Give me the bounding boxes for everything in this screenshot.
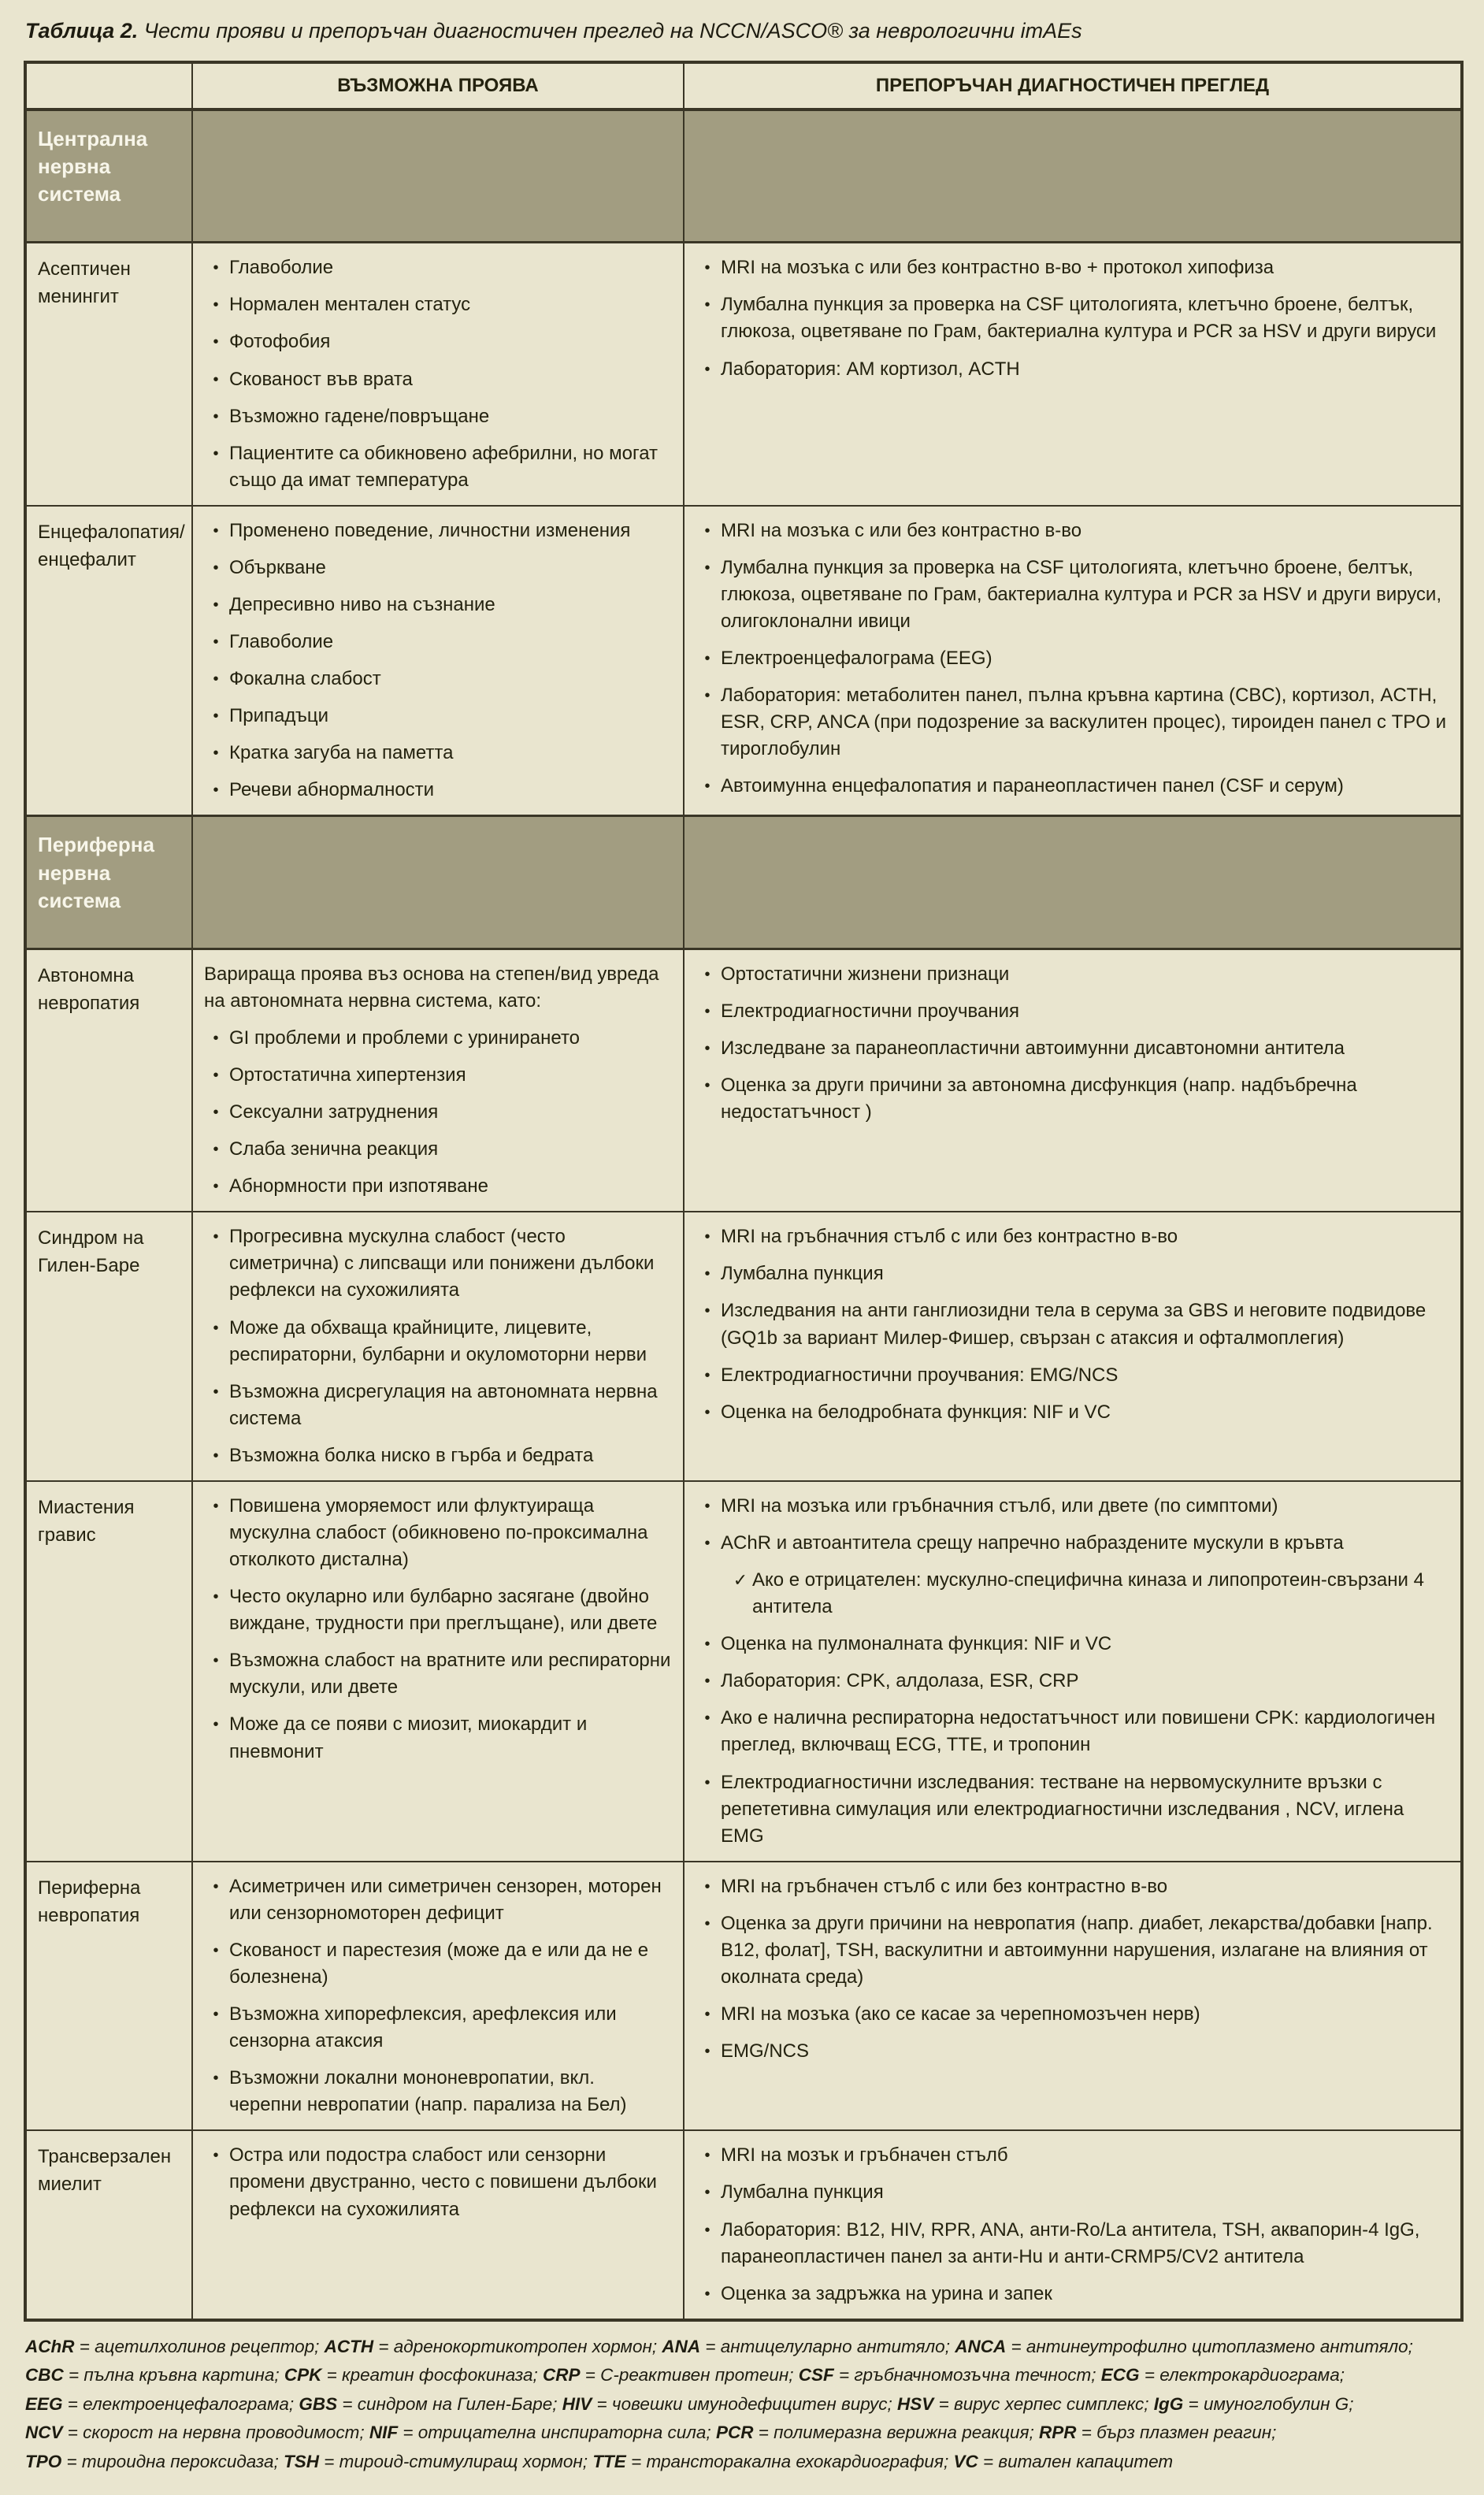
dot-bullet-icon: • [213,1941,219,1959]
footnote-abbr: NCV [25,2423,63,2443]
footnote-abbr: HIV [562,2393,592,2414]
manifestation-item [202,1873,672,1927]
workup-item-text: Изследвания на анти ганглиозидни тела в серума за GBS и неговите подвидове (GQ1b за вариант Милер-Фишер, свързан с атаксия и офталмоплегия) [721,1300,1426,1349]
manifestation-item-text: Ортостатична хипертензия [229,1064,466,1086]
manifestation-item [202,1647,672,1701]
dot-bullet-icon: • [213,370,219,388]
dot-bullet-icon: • [213,744,219,763]
manifestation-item-text: Сексуални затруднения [229,1101,439,1123]
workup-item-text: Лумбална пункция [721,1263,884,1285]
manifestation-item-text: Фокална слабост [229,668,381,690]
manifestation-item [202,1379,672,1432]
workup-item-text: MRI на мозъка или гръбначния стълб, или двете (по симптоми) [721,1494,1278,1517]
workup-list [694,518,1449,800]
dot-bullet-icon: • [213,522,219,540]
workup-item-text: MRI на гръбначния стълб с или без контрастно в-во [721,1226,1178,1248]
dot-bullet-icon: • [704,2221,710,2239]
dot-bullet-icon: • [213,1319,219,1337]
table-title-text: Чести прояви и препоръчан диагностичен преглед на NCCN/ASCO® за неврологични imAEs [143,19,1082,43]
footnote-line: EEG = електроенцефалограма; GBS = синдром на Гилен-Баре; HIV = човешки имунодефицитен вирус; HSV = вирус херпес симплекс; IgG = имуноглобулин G; [25,2393,1354,2414]
workup-item [694,2038,1449,2065]
workup-item-text: Ортостатични жизнени признаци [721,963,1010,985]
workup-item [694,291,1449,345]
section-row [25,816,1462,949]
footnote-abbr: HSV [897,2393,934,2414]
dot-bullet-icon: • [213,1178,219,1196]
column-header-workup: ПРЕПОРЪЧАН ДИАГНОСТИЧЕН ПРЕГЛЕД [684,62,1462,110]
dot-bullet-icon: • [213,1104,219,1122]
workup-item-text: MRI на мозък и гръбначен стълб [721,2144,1008,2166]
dot-bullet-icon: • [704,687,710,705]
manifestation-item-text: Абнормности при изпотяване [229,1175,488,1197]
workup-item [694,1298,1449,1351]
manifestation-item-text: Скованост във врата [229,368,413,390]
manifestation-item-text: Скованост и парестезия (може да е или да не е болезнена) [229,1939,649,1988]
dot-bullet-icon: • [704,296,710,314]
dot-bullet-icon: • [704,1366,710,1384]
workup-cell [684,1862,1462,2131]
manifestation-item [202,1937,672,1991]
dot-bullet-icon: • [704,1302,710,1320]
dot-bullet-icon: • [213,444,219,462]
footnote-abbr: TSH [284,2451,320,2471]
workup-item [694,682,1449,763]
manifestation-item-text: Пациентите са обикновено афебрилни, но могат също да имат температура [229,442,659,491]
dot-bullet-icon: • [213,1716,219,1734]
workup-item [694,2179,1449,2206]
workup-item-text: Автоимунна енцефалопатия и паранеопластичен панел (CSF и серум) [721,775,1344,797]
workup-item [694,518,1449,544]
footnote-abbr: CRP [543,2365,581,2385]
workup-item-text: MRI на мозъка (ако се касае за черепномозъчен нерв) [721,2003,1200,2025]
manifestation-item [202,1493,672,1573]
section-filler-cell [684,110,1462,243]
condition-row [25,1862,1462,2131]
dot-bullet-icon: • [213,559,219,577]
workup-item [694,998,1449,1025]
workup-list [694,1493,1449,1850]
footnote-abbr: GBS [299,2393,338,2414]
manifestation-item-text: Възможна болка ниско в гърба и бедрата [229,1444,594,1466]
manifestation-item [202,2065,672,2118]
footnote-line: CBC = пълна кръвна картина; CPK = креатин фосфокиназа; CRP = C-реактивен протеин; CSF = гръбначномозъчна течност; ECG = електрокардиограма; [25,2365,1345,2385]
manifestation-item-text: Главоболие [229,631,334,653]
manifestation-item-text: Слаба зенична реакция [229,1138,439,1160]
dot-bullet-icon: • [213,670,219,689]
manifestation-item-text: Припадъци [229,705,328,727]
section-filler-cell [192,110,684,243]
workup-item [694,254,1449,281]
dot-bullet-icon: • [213,1029,219,1047]
workup-item [694,1493,1449,1520]
manifestation-cell [192,506,684,816]
manifestation-item-text: Нормален ментален статус [229,294,471,316]
manifestation-item-text: Променено поведение, личностни изменения [229,519,631,541]
manifestation-item [202,703,672,730]
workup-item-text: Лаборатория: AM кортизол, ACTH [721,358,1020,380]
dot-bullet-icon: • [704,1914,710,1933]
manifestation-item [202,291,672,318]
dot-bullet-icon: • [704,1673,710,1691]
table-title-label: Таблица 2. [25,19,139,43]
manifestation-item-text: Възможна дисрегулация на автономната нервна система [229,1380,658,1429]
footnote-abbr: PCR [715,2423,754,2443]
workup-item-text: Електродиагностични проучвания: EMG/NCS [721,1364,1119,1386]
manifestation-item [202,666,672,692]
workup-item-text: Лаборатория: CPK, алдолаза, ESR, CRP [721,1670,1079,1692]
table-body [25,110,1462,2320]
workup-item [694,1910,1449,1991]
manifestation-item-text: Възможни локални мононевропатии, вкл. черепни невропатии (напр. парализа на Бел) [229,2067,627,2116]
workup-item-text: Лумбална пункция за проверка на CSF цитологията, клетъчно броене, белтък, глюкоза, оцветяване по Грам, бактериална култура и PCR за HSV и други вируси, олигоклонални ивици [721,556,1441,633]
header-row [25,62,1462,110]
footnote-abbr: RPR [1039,2423,1077,2443]
workup-item [694,773,1449,800]
section-name: Централна нервна система [25,110,192,243]
workup-item [694,2217,1449,2270]
workup-cell [684,243,1462,506]
workup-item-text: Оценка за задръжка на урина и запек [721,2282,1052,2304]
manifestation-list [202,254,672,494]
manifestation-cell [192,1862,684,2131]
workup-cell [684,1481,1462,1862]
dot-bullet-icon: • [213,1228,219,1246]
footnote-abbr: EEG [25,2393,63,2414]
workup-item-text: MRI на мозъка с или без контрастно в-во + протокол хипофиза [721,257,1274,279]
condition-name: Миастения гравис [25,1481,192,1862]
manifestation-item [202,440,672,494]
condition-name: Периферна невропатия [25,1862,192,2131]
condition-name: Синдром на Гилен-Баре [25,1212,192,1481]
footnote-abbr: ACTH [324,2336,374,2356]
manifestation-item-text: Възможна слабост на вратните или респираторни мускули, или двете [229,1650,671,1699]
manifestation-item [202,2001,672,2055]
dot-bullet-icon: • [704,1002,710,1020]
imae-table [24,61,1464,2322]
workup-item-text: Електроенцефалограма (EEG) [721,648,992,670]
dot-bullet-icon: • [704,1497,710,1515]
condition-name: Енцефалопатия/ енцефалит [25,506,192,816]
condition-name: Автономна невропатия [25,949,192,1212]
workup-item-text: Лаборатория: метаболитен панел, пълна кръвна картина (CBC), кортизол, ACTH, ESR, CRP, ANCA (при подозрение за васкулитен процес), тироиден панел с TPO и тироглобулин [721,685,1446,760]
manifestation-list [202,961,672,1201]
manifestation-item-text: Речеви абнормалности [229,779,435,801]
workup-item-text: Електродиагностични изследвания: тестване на нервомускулните връзки с репететивна симулация или електродиагностични изследвания , NCV, иглена EMG [721,1771,1404,1847]
workup-item [694,2281,1449,2308]
dot-bullet-icon: • [704,2184,710,2202]
manifestation-item [202,1136,672,1163]
workup-item-text: MRI на мозъка с или без контрастно в-во [721,519,1082,541]
workup-item [694,1072,1449,1126]
workup-item-text: AChR и автоантитела срещу напречно набраздените мускули в кръвта [721,1532,1344,1554]
manifestation-item [202,1173,672,1200]
workup-item [694,1530,1449,1557]
workup-item [694,2142,1449,2169]
dot-bullet-icon: • [704,2147,710,2165]
workup-item [694,961,1449,988]
condition-row [25,1481,1462,1862]
dot-bullet-icon: • [213,596,219,614]
dot-bullet-icon: • [704,2285,710,2303]
manifestation-list [202,2142,672,2222]
workup-cell [684,949,1462,1212]
workup-item-text: Лаборатория: B12, HIV, RPR, ANA, анти-Ro/La антитела, TSH, аквапорин-4 IgG, паранеопластичен панел за анти-Hu и анти-CRMP5/CV2 антитела [721,2218,1420,2267]
dot-bullet-icon: • [704,1039,710,1057]
workup-item [694,1769,1449,1850]
dot-bullet-icon: • [704,1228,710,1246]
manifestation-item [202,629,672,655]
workup-item [694,356,1449,383]
footnotes [25,2333,1459,2476]
manifestation-item-text: Депресивно ниво на съзнание [229,593,495,615]
condition-row [25,2130,1462,2319]
manifestation-list [202,1223,672,1469]
table-title [25,19,1460,43]
dot-bullet-icon: • [213,1588,219,1606]
manifestation-item-text: Може да обхваща крайниците, лицевите, респираторни, булбарни и окуломоторни нерви [229,1316,647,1365]
manifestation-item [202,1584,672,1637]
manifestation-item [202,592,672,618]
workup-item-text: Електродиагностични проучвания [721,1000,1020,1022]
manifestation-item-text: Може да се появи с миозит, миокардит и пневмонит [229,1713,588,1762]
manifestation-item-text: Асиметричен или симетричен сензорен, моторен или сензорномоторен дефицит [229,1875,662,1924]
manifestation-item-text: Остра или подостра слабост или сензорни промени двустранно, често с повишени дълбоки рефлекси на сухожилията [229,2144,657,2220]
dot-bullet-icon: • [704,1710,710,1728]
dot-bullet-icon: • [704,360,710,378]
footnote-line: TPO = тироидна пероксидаза; TSH = тироид-стимулиращ хормон; TTE = трансторакална ехокардиография; VC = витален капацитет [25,2451,1174,2471]
workup-item [694,1399,1449,1426]
footnote-abbr: TPO [25,2451,62,2471]
manifestation-item [202,555,672,581]
manifestation-list [202,1493,672,1765]
footnote-line: NCV = скорост на нервна проводимост; NIF = отрицателна инспираторна сила; PCR = полимеразна верижна реакция; RPR = бърз плазмен реагин; [25,2423,1277,2443]
footnote-abbr: ANCA [955,2336,1007,2356]
footnote-abbr: CSF [798,2365,834,2385]
manifestation-item-text: Кратка загуба на паметта [229,742,454,764]
manifestation-item [202,1223,672,1304]
footnote-abbr: VC [953,2451,978,2471]
dot-bullet-icon: • [213,633,219,652]
workup-item-text: Оценка за други причини за автономна дисфункция (напр. надбъбречна недостатъчност ) [721,1074,1357,1123]
section-filler-cell [192,816,684,949]
manifestation-item-text: GI проблеми и проблеми с уринирането [229,1027,581,1049]
dot-bullet-icon: • [704,1534,710,1552]
condition-row [25,506,1462,816]
dot-bullet-icon: • [704,1635,710,1654]
workup-item-text: Оценка на белодробната функция: NIF и VC [721,1401,1111,1423]
workup-list [694,2142,1449,2307]
manifestation-item-text: Варираща проява въз основа на степен/вид увреда на автономната нервна система, като: [204,963,659,1012]
workup-list [694,1873,1449,2065]
workup-item [694,1260,1449,1287]
footnote-abbr: TTE [592,2451,626,2471]
workup-item-text: Оценка на пулмоналната функция: NIF и VC [721,1633,1112,1655]
workup-item [694,1873,1449,1900]
footnote-abbr: AChR [25,2336,75,2356]
manifestation-item [202,1315,672,1368]
manifestation-item [202,740,672,767]
dot-bullet-icon: • [213,1141,219,1159]
section-filler-cell [684,816,1462,949]
manifestation-item [202,1025,672,1052]
condition-name: Трансверзален миелит [25,2130,192,2319]
workup-item-text: Ако е налична респираторна недостатъчност или повишени CPK: кардиологичен преглед, включващ ECG, TTE, и тропонин [721,1707,1436,1756]
condition-row [25,949,1462,1212]
footnote-abbr: ANA [662,2336,701,2356]
manifestation-item-text: Повишена уморяемост или флуктуираща мускулна слабост (обикновено по-проксимална отколкото дистална) [229,1494,648,1571]
dot-bullet-icon: • [704,650,710,668]
manifestation-item [202,1062,672,1089]
dot-bullet-icon: • [213,2006,219,2024]
dot-bullet-icon: • [213,2070,219,2088]
manifestation-item [202,254,672,281]
manifestation-cell [192,243,684,506]
manifestation-item [202,518,672,544]
workup-item [694,1668,1449,1695]
manifestation-list [202,518,672,804]
workup-cell [684,506,1462,816]
section-name: Периферна нервна система [25,816,192,949]
manifestation-item [202,1099,672,1126]
condition-row [25,1212,1462,1481]
manifestation-item [202,961,672,1015]
workup-item [694,1631,1449,1658]
dot-bullet-icon: • [213,707,219,726]
workup-item [694,1362,1449,1389]
column-header-manifestation: ВЪЗМОЖНА ПРОЯВА [192,62,684,110]
workup-list [694,1223,1449,1425]
dot-bullet-icon: • [704,1877,710,1895]
dot-bullet-icon: • [213,2147,219,2165]
footnote-abbr: NIF [369,2423,399,2443]
workup-item-text: EMG/NCS [721,2040,810,2062]
dot-bullet-icon: • [213,407,219,425]
manifestation-item-text: Възможна хипорефлексия, арефлексия или сензорна атаксия [229,2003,617,2052]
workup-item-text: Лумбална пункция [721,2181,884,2204]
manifestation-item-text: Фотофобия [229,331,331,353]
dot-bullet-icon: • [704,522,710,540]
workup-item [694,2001,1449,2028]
dot-bullet-icon: • [704,1773,710,1791]
dot-bullet-icon: • [704,259,710,277]
dot-bullet-icon: • [213,259,219,277]
manifestation-cell [192,1481,684,1862]
footnote-abbr: CPK [284,2365,322,2385]
manifestation-item [202,403,672,430]
manifestation-item [202,329,672,355]
workup-item [694,1035,1449,1062]
dot-bullet-icon: • [213,333,219,351]
manifestation-cell [192,949,684,1212]
workup-item-text: Изследване за паранеопластични автоимунни дисавтономни антитела [721,1037,1345,1059]
dot-bullet-icon: • [213,782,219,800]
workup-list [694,254,1449,382]
section-row [25,110,1462,243]
footnote-line: AChR = ацетилхолинов рецептор; ACTH = адренокортикотропен хормон; ANA = антицелуларно антитяло; ANCA = антинеутрофилно цитоплазмено антитяло; [25,2336,1413,2356]
condition-name: Асептичен менингит [25,243,192,506]
manifestation-item [202,1711,672,1765]
workup-item [694,1223,1449,1250]
dot-bullet-icon: • [704,2006,710,2024]
check-bullet-icon: ✓ [733,1570,748,1591]
workup-item-text: Ако е отрицателен: мускулно-специфична киназа и липопротеин-свързани 4 антитела [752,1569,1424,1618]
workup-item [694,645,1449,672]
workup-cell [684,1212,1462,1481]
workup-item [694,555,1449,635]
manifestation-item [202,777,672,804]
footnote-abbr: IgG [1153,2393,1184,2414]
footnote-abbr: CBC [25,2365,64,2385]
workup-item-text: Лумбална пункция за проверка на CSF цитологията, клетъчно броене, белтък, глюкоза, оцветяване по Грам, бактериална култура и PCR за HSV и други вируси [721,294,1437,343]
workup-item-text: MRI на гръбначен стълб с или без контрастно в-во [721,1875,1168,1897]
condition-row [25,243,1462,506]
manifestation-list [202,1873,672,2119]
column-header-condition [25,62,192,110]
dot-bullet-icon: • [213,1066,219,1084]
manifestation-item-text: Прогресивна мускулна слабост (често симетрична) с липсващи или понижени дълбоки рефлекси на сухожилията [229,1226,655,1301]
dot-bullet-icon: • [704,559,710,577]
dot-bullet-icon: • [213,296,219,314]
dot-bullet-icon: • [213,1652,219,1670]
workup-cell [684,2130,1462,2319]
dot-bullet-icon: • [704,965,710,983]
dot-bullet-icon: • [213,1383,219,1401]
dot-bullet-icon: • [704,1265,710,1283]
workup-item [729,1567,1449,1621]
manifestation-cell [192,2130,684,2319]
manifestation-item-text: Често окуларно или булбарно засягане (двойно виждане, трудности при преглъщане), или двете [229,1586,658,1635]
manifestation-cell [192,1212,684,1481]
workup-item [694,1705,1449,1758]
footnote-abbr: ECG [1100,2365,1140,2385]
dot-bullet-icon: • [704,1076,710,1094]
manifestation-item [202,2142,672,2222]
dot-bullet-icon: • [213,1877,219,1895]
manifestation-item-text: Объркване [229,556,326,578]
workup-item-text: Оценка за други причини на невропатия (напр. диабет, лекарства/добавки [напр. B12, фолат], TSH, васкулитни и автоимунни нарушения, излагане на влияния от околната среда) [721,1912,1433,1988]
workup-list [694,961,1449,1126]
dot-bullet-icon: • [704,1403,710,1421]
dot-bullet-icon: • [704,2043,710,2061]
manifestation-item-text: Главоболие [229,257,334,279]
dot-bullet-icon: • [213,1446,219,1465]
manifestation-item-text: Възможно гадене/повръщане [229,405,490,427]
dot-bullet-icon: • [213,1497,219,1515]
manifestation-item [202,1442,672,1469]
dot-bullet-icon: • [704,778,710,796]
manifestation-item [202,366,672,393]
